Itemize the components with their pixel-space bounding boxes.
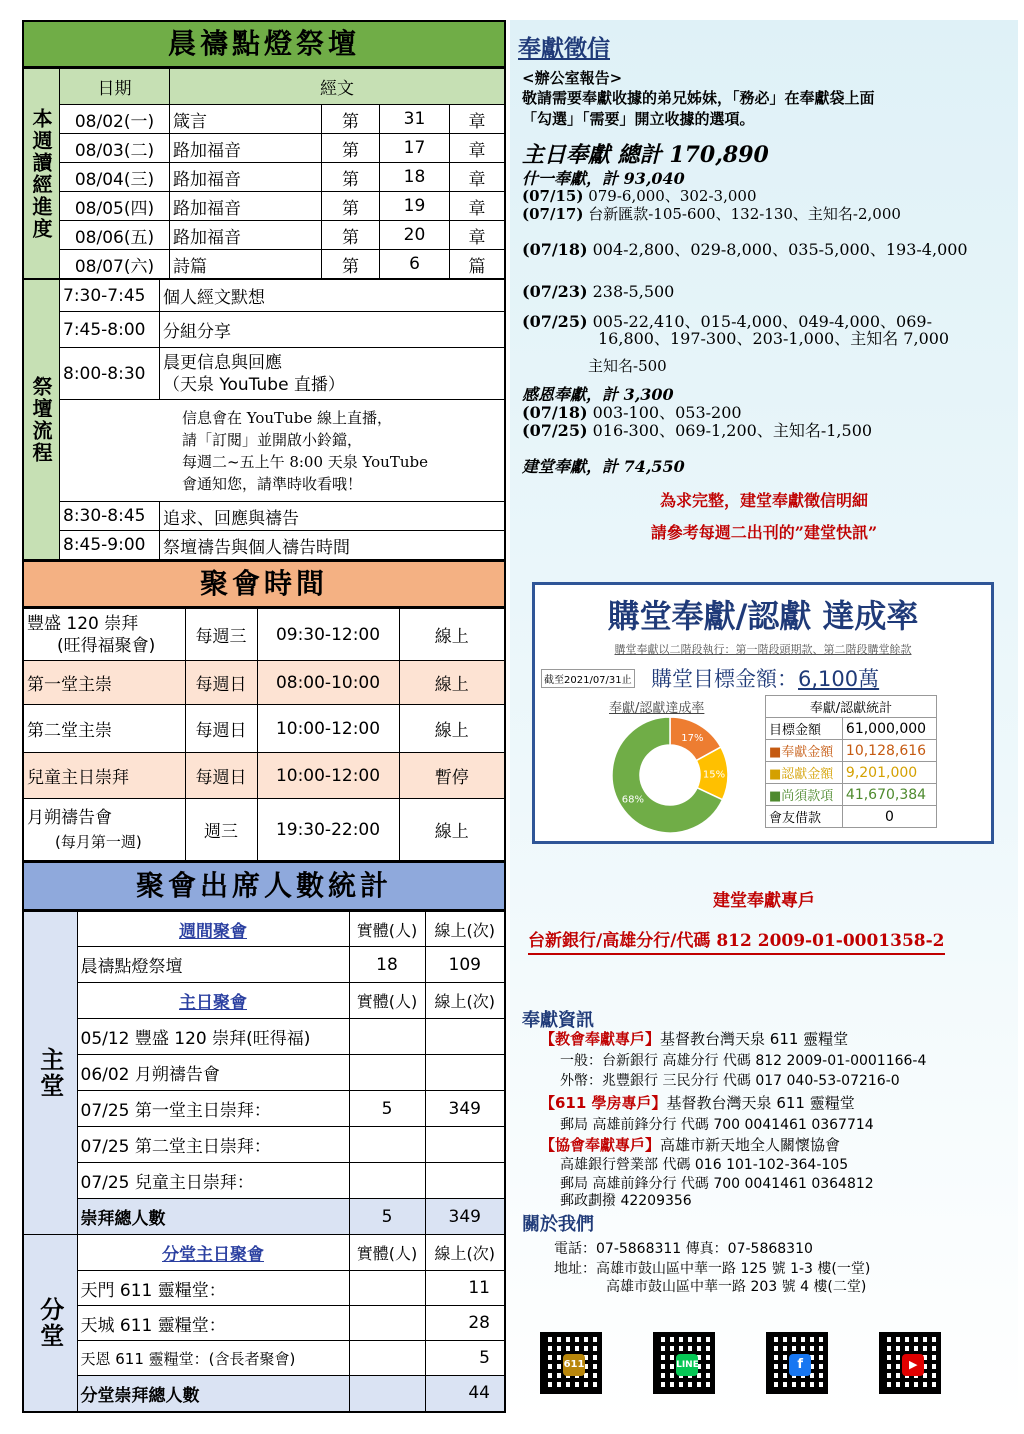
- note-line: 會通知您，請準時收看哦！: [182, 474, 363, 493]
- att-name: 晨禱點燈祭壇: [77, 947, 349, 983]
- meeting-name: 豐盛 120 崇拜: [27, 613, 139, 634]
- meeting-name: 第二堂主崇: [23, 705, 185, 753]
- office-label: <辦公室報告>: [522, 69, 623, 87]
- notice-line: 敬請需要奉獻收據的弟兄姊妹，「務必」在奉獻袋上面: [522, 89, 875, 107]
- reading-unit: 章: [450, 134, 506, 163]
- att-online: 11: [425, 1271, 505, 1306]
- donut-label-2: 15%: [702, 769, 726, 781]
- att-name: 07/25 第二堂主日崇拜：: [77, 1127, 349, 1163]
- building-note: 請參考每週二出刊的”建堂快訊”: [650, 523, 878, 542]
- table-row: [23, 1271, 505, 1306]
- donut-chart: [595, 709, 745, 839]
- goal-line: [651, 663, 879, 693]
- dawn-title: 晨禱點燈祭壇: [22, 20, 506, 68]
- att-physical: [349, 1127, 425, 1163]
- tithe-text: 238-5,500: [592, 282, 675, 301]
- att-online: [425, 1019, 505, 1055]
- tithe-line: [522, 188, 757, 205]
- meeting-name-sub: (每月第一週): [55, 832, 142, 851]
- att-online: [425, 1163, 505, 1199]
- att-name: 07/25 第一堂主日崇拜：: [77, 1091, 349, 1127]
- meeting-mode: 線上: [399, 799, 505, 861]
- donut-label-1: 17%: [681, 733, 704, 745]
- table-row: [23, 163, 505, 192]
- donut-title: 奉獻/認獻達成率: [609, 701, 705, 716]
- col-online: 線上(次): [425, 1235, 505, 1271]
- att-online: 109: [425, 947, 505, 983]
- flow-time: 7:30-7:45: [60, 280, 160, 312]
- church-name: 基督教台灣天泉 611 靈糧堂: [660, 1030, 849, 1048]
- table-row: [23, 192, 505, 221]
- stat-row: [766, 718, 937, 740]
- notice-line: 「勾選」「需要」開立收據的選項。: [522, 110, 755, 128]
- about-address: 地址：高雄市鼓山區中華一路 125 號 1-3 樓(一堂): [554, 1261, 871, 1277]
- campaign-box: [532, 582, 994, 844]
- reading-pre: 第: [322, 192, 380, 221]
- tithe-text-cont: 16,800、197-300、203-1,000、主知名 7,000: [598, 329, 950, 348]
- att-name: 天城 611 靈糧堂：: [77, 1306, 349, 1341]
- branch-total-row: [23, 1376, 505, 1412]
- meeting-mode: 線上: [399, 705, 505, 753]
- table-row: [23, 1163, 505, 1199]
- building-total: 建堂奉獻，計 74,550: [522, 457, 685, 476]
- table-row: [23, 134, 505, 163]
- general-account: 一般：台新銀行 高雄分行 代碼 812 2009-01-0001166-4: [560, 1053, 927, 1069]
- about-title: 關於我們: [522, 1214, 594, 1235]
- qr-code-facebook[interactable]: [766, 1332, 828, 1394]
- meetings-table: [22, 608, 506, 861]
- note-line: 每週二~五上午 8:00 天泉 YouTube: [182, 452, 428, 471]
- reading-unit: 章: [450, 192, 506, 221]
- flow-note-row: [23, 400, 505, 502]
- stat-row: [766, 740, 937, 762]
- school-tag: 【611 學房專戶】: [540, 1094, 667, 1112]
- tithe-total: 什一奉獻，計 93,040: [522, 169, 685, 188]
- meeting-name: 月朔禱告會: [27, 807, 112, 828]
- att-physical: [349, 1019, 425, 1055]
- col-physical: 實體(人): [349, 983, 425, 1019]
- attendance-table: [22, 911, 506, 1413]
- stat-label: 目標金額: [766, 718, 843, 740]
- branch-total-label: 分堂崇拜總人數: [77, 1376, 349, 1412]
- meeting-day: 每週日: [185, 705, 257, 753]
- reading-unit: 章: [450, 163, 506, 192]
- reading-num: 20: [380, 221, 450, 250]
- reading-pre: 第: [322, 221, 380, 250]
- total-online: 349: [425, 1199, 505, 1235]
- date-header: 日期: [60, 69, 170, 105]
- meeting-time: 09:30-12:00: [257, 609, 399, 661]
- att-name: 06/02 月朔禱告會: [77, 1055, 349, 1091]
- right-column: [510, 20, 1018, 1422]
- col-physical: 實體(人): [349, 1235, 425, 1271]
- church-logo-icon: 611: [563, 1354, 585, 1376]
- meetings-title: 聚會時間: [22, 560, 506, 608]
- building-account-title: 建堂奉獻專戶: [713, 891, 815, 911]
- flow-row: [23, 531, 505, 560]
- church-account: [540, 1028, 848, 1049]
- reading-pre: 第: [322, 250, 380, 279]
- scripture-header: 經文: [170, 69, 506, 105]
- flow-label: 祭壇流程: [23, 280, 60, 560]
- reading-num: 18: [380, 163, 450, 192]
- stat-value: 0: [842, 806, 936, 828]
- stat-value: 10,128,616: [842, 740, 936, 762]
- attendance-title: 聚會出席人數統計: [22, 861, 506, 911]
- meeting-name: 兒童主日崇拜: [23, 753, 185, 799]
- flow-desc: 祭壇禱告與個人禱告時間: [160, 531, 506, 560]
- facebook-icon: f: [789, 1354, 811, 1376]
- reading-date: 08/06(五): [60, 221, 170, 250]
- weekly-header: 週間聚會: [77, 912, 349, 947]
- flow-desc: 追求、回應與禱告: [160, 502, 506, 531]
- assoc-name: 高雄市新天地全人關懷協會: [660, 1136, 841, 1154]
- meeting-mode: 線上: [399, 609, 505, 661]
- reading-book: 箴言: [170, 105, 322, 134]
- att-online: 5: [425, 1341, 505, 1376]
- stat-row: [766, 806, 937, 828]
- stats-table: [765, 695, 937, 828]
- att-physical: [349, 1055, 425, 1091]
- table-row: [23, 221, 505, 250]
- flow-time: 7:45-8:00: [60, 312, 160, 348]
- flow-row: [23, 280, 505, 312]
- campaign-title: 購堂奉獻/認獻 達成率: [607, 597, 919, 635]
- stat-value: 61,000,000: [842, 718, 936, 740]
- table-row: [23, 1055, 505, 1091]
- goal-value: 6,100萬: [798, 667, 880, 691]
- reading-book: 路加福音: [170, 163, 322, 192]
- reading-date: 08/04(三): [60, 163, 170, 192]
- att-physical: 18: [349, 947, 425, 983]
- building-note: 為求完整，建堂奉獻徵信明細: [659, 491, 868, 510]
- stat-row: [766, 762, 937, 784]
- table-row: [23, 1091, 505, 1127]
- stat-label: ■認獻金額: [766, 762, 843, 784]
- tithe-text: 005-22,410、015-4,000、049-4,000、069-: [592, 312, 932, 331]
- assoc-tag: 【協會奉獻專戶】: [540, 1136, 661, 1154]
- left-column: [22, 20, 506, 1413]
- col-online: 線上(次): [425, 912, 505, 947]
- tithe-line: [522, 206, 901, 223]
- assoc-account: [540, 1134, 840, 1155]
- reading-date: 08/05(四): [60, 192, 170, 221]
- att-online: 349: [425, 1091, 505, 1127]
- meeting-time: 10:00-12:00: [257, 753, 399, 799]
- stat-value: 41,670,384: [842, 784, 936, 806]
- stat-label: ■奉獻金額: [766, 740, 843, 762]
- att-name: 05/12 豐盛 120 崇拜(旺得福): [77, 1019, 349, 1055]
- tithe-line: [522, 241, 968, 258]
- flow-desc: 晨更信息與回應: [163, 352, 282, 373]
- meeting-day: 每週三: [185, 609, 257, 661]
- reading-date: 08/03(二): [60, 134, 170, 163]
- att-name: 天門 611 靈糧堂：: [77, 1271, 349, 1306]
- att-physical: [349, 1163, 425, 1199]
- tithe-line: [522, 313, 932, 330]
- flow-desc: 個人經文默想: [160, 280, 506, 312]
- building-account-detail: 台新銀行/高雄分行/代碼 812 2009-01-0001358-2: [528, 926, 945, 955]
- flow-row: [23, 348, 505, 400]
- thanks-date: (07/25): [522, 421, 588, 440]
- line-icon: LINE: [676, 1354, 698, 1376]
- school-name: 基督教台灣天泉 611 靈糧堂: [666, 1094, 855, 1112]
- qr-code-line[interactable]: [653, 1332, 715, 1394]
- reading-book: 路加福音: [170, 221, 322, 250]
- total-physical: 5: [349, 1199, 425, 1235]
- table-row: [23, 947, 505, 983]
- thanks-line: [522, 422, 872, 439]
- assoc-giro: 郵政劃撥 42209356: [560, 1193, 692, 1209]
- tithe-text: 台新匯款-105-600、132-130、主知名-2,000: [588, 205, 901, 223]
- reading-date: 08/02(一): [60, 105, 170, 134]
- qr-row: [540, 1332, 941, 1398]
- reading-num: 17: [380, 134, 450, 163]
- reading-num: 6: [380, 250, 450, 279]
- att-online: [425, 1055, 505, 1091]
- youtube-icon: ▶: [902, 1354, 924, 1376]
- reading-table: [22, 68, 506, 279]
- flow-time: 8:45-9:00: [60, 531, 160, 560]
- flow-time: 8:00-8:30: [60, 348, 160, 400]
- about-address-2: 高雄市鼓山區中華一路 203 號 4 樓(二堂): [606, 1279, 867, 1295]
- reading-date: 08/07(六): [60, 250, 170, 279]
- stat-label: ■尚須款項: [766, 784, 843, 806]
- sunday-header: 主日聚會: [77, 983, 349, 1019]
- reading-book: 詩篇: [170, 250, 322, 279]
- att-name: 天恩 611 靈糧堂：(含長者聚會): [77, 1341, 349, 1376]
- qr-code-church[interactable]: [540, 1332, 602, 1394]
- flow-row: [23, 502, 505, 531]
- info-title: 奉獻資訊: [522, 1010, 594, 1031]
- donut-label-3: 68%: [621, 794, 644, 806]
- reading-book: 路加福音: [170, 192, 322, 221]
- school-account: [540, 1092, 855, 1113]
- note-line: 信息會在 YouTube 線上直播，: [182, 408, 392, 427]
- assoc-post: 郵局 高雄前鋒分行 代碼 700 0041461 0364812: [560, 1176, 874, 1192]
- reading-label: 本週讀經進度: [23, 69, 60, 279]
- stats-title: 奉獻/認獻統計: [766, 696, 937, 718]
- reading-unit: 章: [450, 221, 506, 250]
- goal-label: 購堂目標金額：: [651, 667, 798, 691]
- table-row: [23, 1127, 505, 1163]
- att-physical: [349, 1341, 425, 1376]
- foreign-account: 外幣：兆豐銀行 三民分行 代碼 017 040-53-07216-0: [560, 1073, 900, 1089]
- reading-pre: 第: [322, 134, 380, 163]
- tithe-text: 079-6,000、302-3,000: [588, 187, 757, 205]
- campaign-subtitle: 購堂奉獻以二階段執行：第一階段頭期款、第二階段購堂餘款: [614, 643, 912, 656]
- meeting-row: [23, 705, 505, 753]
- stat-label: 會友借款: [766, 806, 843, 828]
- reading-num: 19: [380, 192, 450, 221]
- branch-church-label: 分堂: [23, 1235, 77, 1412]
- thanks-line: [522, 404, 742, 421]
- meeting-row: [23, 799, 505, 861]
- tithe-date: (07/25): [522, 312, 588, 331]
- tithe-text-cont: 主知名-500: [588, 357, 667, 375]
- col-online: 線上(次): [425, 983, 505, 1019]
- church-tag: 【教會奉獻專戶】: [540, 1030, 661, 1048]
- att-physical: 5: [349, 1091, 425, 1127]
- att-physical: [349, 1306, 425, 1341]
- meeting-name: 第一堂主崇: [23, 661, 185, 705]
- branch-header: 分堂主日聚會: [77, 1235, 349, 1271]
- tithe-date: (07/17): [522, 205, 584, 223]
- col-physical: 實體(人): [349, 912, 425, 947]
- offering-title: 奉獻徵信: [518, 35, 610, 62]
- qr-code-youtube[interactable]: [879, 1332, 941, 1394]
- meeting-day: 每週日: [185, 753, 257, 799]
- reading-pre: 第: [322, 163, 380, 192]
- meeting-row: [23, 609, 505, 661]
- meeting-time: 10:00-12:00: [257, 705, 399, 753]
- tithe-line: [522, 283, 674, 300]
- flow-time: 8:30-8:45: [60, 502, 160, 531]
- tithe-text: 004-2,800、029-8,000、035-5,000、193-4,000: [592, 240, 968, 259]
- table-row: [23, 105, 505, 134]
- meeting-time: 08:00-10:00: [257, 661, 399, 705]
- stat-row: [766, 784, 937, 806]
- reading-unit: 篇: [450, 250, 506, 279]
- meeting-row: [23, 753, 505, 799]
- about-phone: 電話：07-5868311 傳真：07-5868310: [554, 1241, 813, 1257]
- tithe-date: (07/18): [522, 240, 588, 259]
- table-row: [23, 1341, 505, 1376]
- meeting-row: [23, 661, 505, 705]
- sunday-total: 主日奉獻 總計 170,890: [522, 142, 769, 168]
- total-label: 崇拜總人數: [77, 1199, 349, 1235]
- meeting-mode: 暫停: [399, 753, 505, 799]
- meeting-day: 週三: [185, 799, 257, 861]
- branch-total-online: 44: [425, 1376, 505, 1412]
- as-of-date: 截至2021/07/31止: [541, 669, 635, 688]
- thanks-text: 003-100、053-200: [592, 403, 742, 422]
- assoc-bank: 高雄銀行營業部 代碼 016 101-102-364-105: [560, 1157, 849, 1173]
- flow-desc-sub: （天泉 YouTube 直播）: [163, 374, 345, 395]
- thanks-total: 感恩奉獻，計 3,300: [522, 385, 674, 404]
- reading-unit: 章: [450, 105, 506, 134]
- att-online: [425, 1127, 505, 1163]
- att-name: 07/25 兒童主日崇拜：: [77, 1163, 349, 1199]
- meeting-mode: 線上: [399, 661, 505, 705]
- tithe-date: (07/23): [522, 282, 588, 301]
- main-church-label: 主堂: [23, 912, 77, 1235]
- meeting-time: 19:30-22:00: [257, 799, 399, 861]
- tithe-date: (07/15): [522, 187, 584, 205]
- reading-book: 路加福音: [170, 134, 322, 163]
- reading-num: 31: [380, 105, 450, 134]
- school-post: 郵局 高雄前鋒分行 代碼 700 0041461 0367714: [560, 1117, 874, 1133]
- thanks-text: 016-300、069-1,200、主知名-1,500: [592, 421, 873, 440]
- stat-value: 9,201,000: [842, 762, 936, 784]
- table-row: [23, 1019, 505, 1055]
- table-row: [23, 1306, 505, 1341]
- note-line: 請「訂閱」並開啟小鈴鐺，: [182, 430, 363, 449]
- table-row: [23, 250, 505, 279]
- total-row: [23, 1199, 505, 1235]
- reading-pre: 第: [322, 105, 380, 134]
- meeting-name-sub: (旺得福聚會): [57, 635, 156, 656]
- flow-row: [23, 312, 505, 348]
- flow-desc: 分組分享: [160, 312, 506, 348]
- flow-table: [22, 279, 506, 560]
- thanks-date: (07/18): [522, 403, 588, 422]
- meeting-day: 每週日: [185, 661, 257, 705]
- att-physical: [349, 1271, 425, 1306]
- att-online: 28: [425, 1306, 505, 1341]
